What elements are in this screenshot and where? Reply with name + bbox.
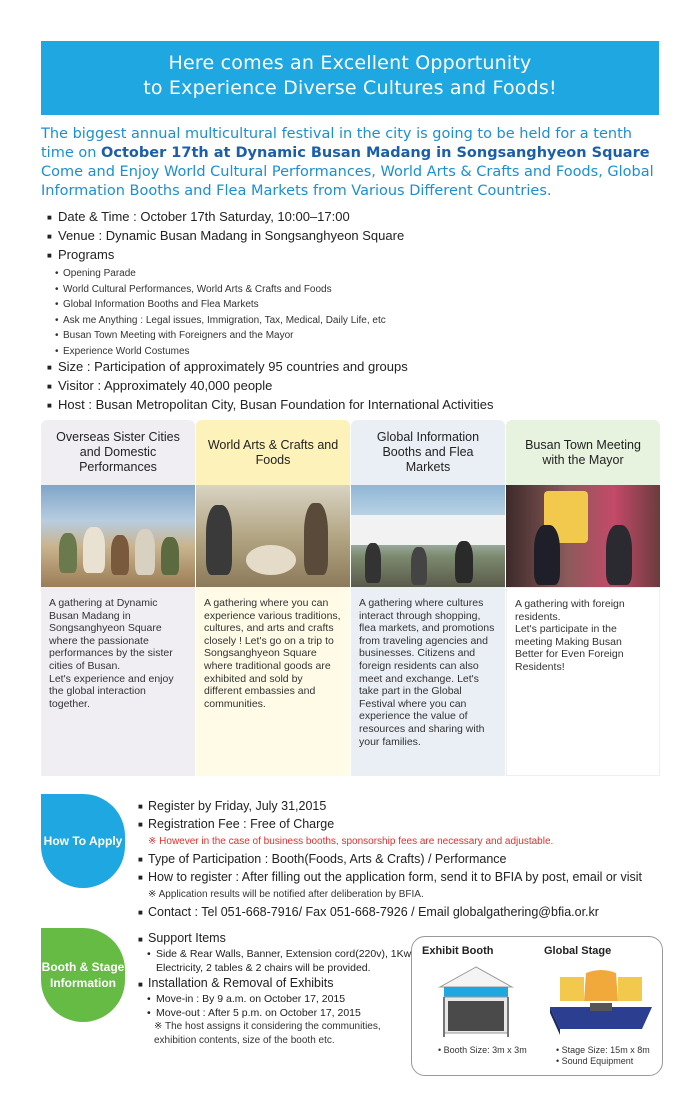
card-title: World Arts & Crafts and Foods <box>196 420 350 485</box>
visitor: ■ Visitor : Approximately 40,000 people <box>47 378 667 394</box>
programs-label: ■ Programs <box>47 247 667 263</box>
market-photo <box>351 485 505 587</box>
performance-photo <box>41 485 195 587</box>
programs-list <box>47 266 667 359</box>
move-out: • Move-out : After 5 p.m. on October 17, 2015 <box>138 1006 418 1020</box>
card-global-info <box>351 420 505 776</box>
program-item: • Experience World Costumes <box>55 344 667 360</box>
booth-stage-figures <box>411 936 663 1076</box>
banner-line-2: to Experience Diverse Cultures and Foods! <box>143 77 557 99</box>
fee-note: ※ However in the case of business booths, sponsorship fees are necessary and adjustable. <box>148 836 554 847</box>
installation-label: ■ Installation & Removal of Exhibits <box>138 975 418 992</box>
move-in: • Move-in : By 9 a.m. on October 17, 2015 <box>138 992 418 1006</box>
program-item: • World Cultural Performances, World Arts & Crafts and Foods <box>55 282 667 298</box>
global-stage-title: Global Stage <box>544 945 612 957</box>
booth-stage-badge: Booth & Stage Information <box>41 928 125 1022</box>
meeting-photo <box>506 485 660 587</box>
contact-info: ■ Contact : Tel 051-668-7916/ Fax 051-668-7926 / Email globalgathering@bfia.or.kr <box>138 903 678 921</box>
intro-part-1: The biggest annual multicultural festival in the city is going to be held for a tenth time on <box>41 126 632 161</box>
support-item: • Side & Rear Walls, Banner, Extension cord(220v), 1Kw Electricity, 2 tables & 2 chairs will be provided. <box>138 947 418 975</box>
exhibit-booth-title: Exhibit Booth <box>422 945 494 957</box>
card-text: A gathering at Dynamic Busan Madang in Songsanghyeon Square where the passionate performances by the sister cities of Busan. Let's experience and enjoy the global interaction together. <box>41 587 195 776</box>
registration-fee: ■ Registration Fee : Free of Charge <box>138 815 678 833</box>
how-to-apply-badge: How To Apply <box>41 794 125 888</box>
intro-highlight: October 17th at Dynamic Busan Madang in Songsanghyeon Square <box>101 145 650 161</box>
intro-paragraph <box>41 125 661 201</box>
card-title: Global Information Booths and Flea Markets <box>351 420 505 485</box>
intro-part-2: Come and Enjoy World Cultural Performances, World Arts & Crafts and Foods, Global Information Booths and Flea Markets from Various Different Countries. <box>41 164 654 199</box>
card-town-meeting <box>506 420 660 776</box>
card-title: Busan Town Meeting with the Mayor <box>506 420 660 485</box>
card-text: A gathering with foreign residents. Let's participate in the meeting Making Busan Better for Even Foreign Residents! <box>506 587 660 776</box>
booth-stage-section <box>138 930 418 1048</box>
crafts-photo <box>196 485 350 587</box>
card-text: A gathering where cultures interact through shopping, flea markets, and promotions from traveling agencies and businesses. Citizens and foreign residents can also meet and exchange. Let's take part in the Global Festival where you can experience the value of resources and sharing with your families. <box>351 587 505 776</box>
card-text: A gathering where you can experience various traditions, cultures, and arts and crafts closely ! Let's go on a trip to Songsanghyeon Square where traditional goods are exhibited and sold by different embassies and communities. <box>196 587 350 776</box>
stage-caption-sound: • Sound Equipment <box>556 1056 634 1066</box>
event-details <box>47 209 667 416</box>
card-sister-cities <box>41 420 195 776</box>
program-cards <box>41 420 661 776</box>
host: ■ Host : Busan Metropolitan City, Busan Foundation for International Activities <box>47 397 667 413</box>
stage-caption-size: • Stage Size: 15m x 8m <box>556 1045 650 1055</box>
participation-type: ■ Type of Participation : Booth(Foods, Arts & Crafts) / Performance <box>138 850 678 868</box>
program-item: • Busan Town Meeting with Foreigners and the Mayor <box>55 328 667 344</box>
support-items-label: ■ Support Items <box>138 930 418 947</box>
program-item: • Ask me Anything : Legal issues, Immigration, Tax, Medical, Daily Life, etc <box>55 313 667 329</box>
register-deadline: ■ Register by Friday, July 31,2015 <box>138 797 678 815</box>
how-to-register: ■ How to register : After filling out the application form, send it to BFIA by post, email or visit <box>138 868 678 886</box>
header-banner <box>41 41 659 115</box>
how-to-apply-section <box>138 797 678 921</box>
card-title: Overseas Sister Cities and Domestic Performances <box>41 420 195 485</box>
banner-line-1: Here comes an Excellent Opportunity <box>168 52 532 74</box>
booth-note: ※ The host assigns it considering the communities, exhibition contents, size of the booth etc. <box>154 1021 381 1046</box>
exhibit-booth-illustration <box>434 965 518 1041</box>
exhibit-booth-caption: • Booth Size: 3m x 3m <box>438 1045 527 1055</box>
size: ■ Size : Participation of approximately 95 countries and groups <box>47 359 667 375</box>
program-item: • Opening Parade <box>55 266 667 282</box>
date-time: ■ Date & Time : October 17th Saturday, 10:00–17:00 <box>47 209 667 225</box>
register-note: ※ Application results will be notified after deliberation by BFIA. <box>148 889 424 900</box>
venue: ■ Venue : Dynamic Busan Madang in Songsanghyeon Square <box>47 228 667 244</box>
card-arts-crafts <box>196 420 350 776</box>
global-stage-illustration <box>546 967 656 1041</box>
program-item: • Global Information Booths and Flea Markets <box>55 297 667 313</box>
